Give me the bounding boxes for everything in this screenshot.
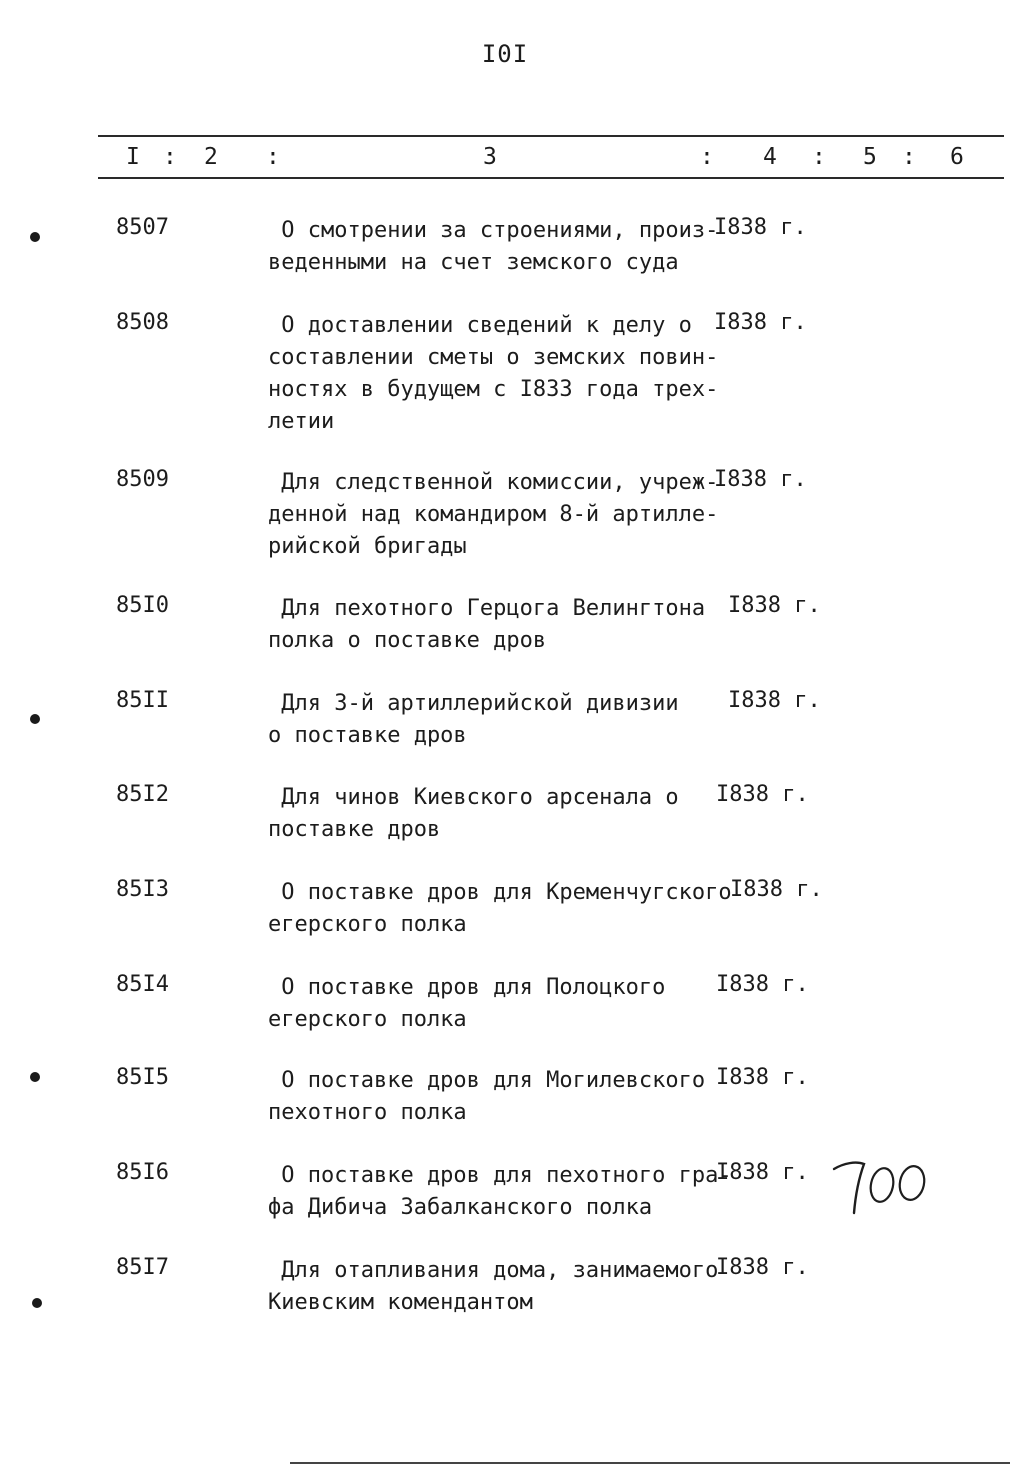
col-header-5: 5 <box>863 144 877 170</box>
row-number: 85I0 <box>116 593 169 618</box>
row-number: 85I5 <box>116 1065 169 1090</box>
margin-dot <box>32 1298 42 1308</box>
row-title: Для следственной комиссии, учреж- денной над командиром 8-й артилле- рийской бригады <box>268 470 719 559</box>
col-header-3: 3 <box>483 144 497 170</box>
row-year: I838 г. <box>716 1160 809 1185</box>
row-number: 85I3 <box>116 877 169 902</box>
row-title: О поставке дров для Могилевского пехотного полка <box>268 1068 706 1125</box>
row-title: Для пехотного Герцога Велингтона полка о поставке дров <box>268 596 706 653</box>
row-year: I838 г. <box>728 593 821 618</box>
table-header-bottom-rule <box>98 177 1004 179</box>
col-header-2: 2 <box>204 144 218 170</box>
row-year: I838 г. <box>730 877 823 902</box>
col-separator: : <box>902 144 916 170</box>
row-year: I838 г. <box>714 310 807 335</box>
row-number: 85I7 <box>116 1255 169 1280</box>
margin-dot <box>30 714 40 724</box>
col-header-6: 6 <box>950 144 964 170</box>
row-title: О смотрении за строениями, произ- веденными на счет земского суда <box>268 218 719 275</box>
margin-dot <box>30 232 40 242</box>
col-separator: : <box>266 144 280 170</box>
col-separator: : <box>812 144 826 170</box>
row-number: 8509 <box>116 467 169 492</box>
col-separator: : <box>700 144 714 170</box>
row-number: 85I6 <box>116 1160 169 1185</box>
row-title: О поставке дров для пехотного гра- фа Дибича Забалканского полка <box>268 1163 732 1220</box>
table-header-top-rule <box>98 135 1004 137</box>
row-year: I838 г. <box>714 215 807 240</box>
col-header-1: I <box>126 144 140 170</box>
row-title: Для чинов Киевского арсенала о поставке дров <box>268 785 679 842</box>
row-number: 85I2 <box>116 782 169 807</box>
page-number: I0I <box>481 40 529 68</box>
row-year: I838 г. <box>716 972 809 997</box>
row-title: О поставке дров для Кременчугского егерского полка <box>268 880 732 937</box>
row-title: Для отапливания дома, занимаемого Киевским комендантом <box>268 1258 719 1315</box>
row-year: I838 г. <box>716 782 809 807</box>
row-year: I838 г. <box>728 688 821 713</box>
row-title: О доставлении сведений к делу о составлении сметы о земских повин- ностях в будущем с I833 года трех- летии <box>268 313 719 434</box>
col-header-4: 4 <box>763 144 777 170</box>
row-number: 8507 <box>116 215 169 240</box>
row-title: О поставке дров для Полоцкого егерского полка <box>268 975 666 1032</box>
margin-dot <box>30 1072 40 1082</box>
row-year: I838 г. <box>716 1255 809 1280</box>
col-separator: : <box>163 144 177 170</box>
row-number: 85II <box>116 688 169 713</box>
row-number: 8508 <box>116 310 169 335</box>
handwritten-note <box>830 1155 940 1220</box>
bottom-edge-line <box>290 1462 1010 1464</box>
row-year: I838 г. <box>714 467 807 492</box>
row-number: 85I4 <box>116 972 169 997</box>
row-year: I838 г. <box>716 1065 809 1090</box>
row-title: Для 3-й артиллерийской дивизии о поставке дров <box>268 691 679 748</box>
